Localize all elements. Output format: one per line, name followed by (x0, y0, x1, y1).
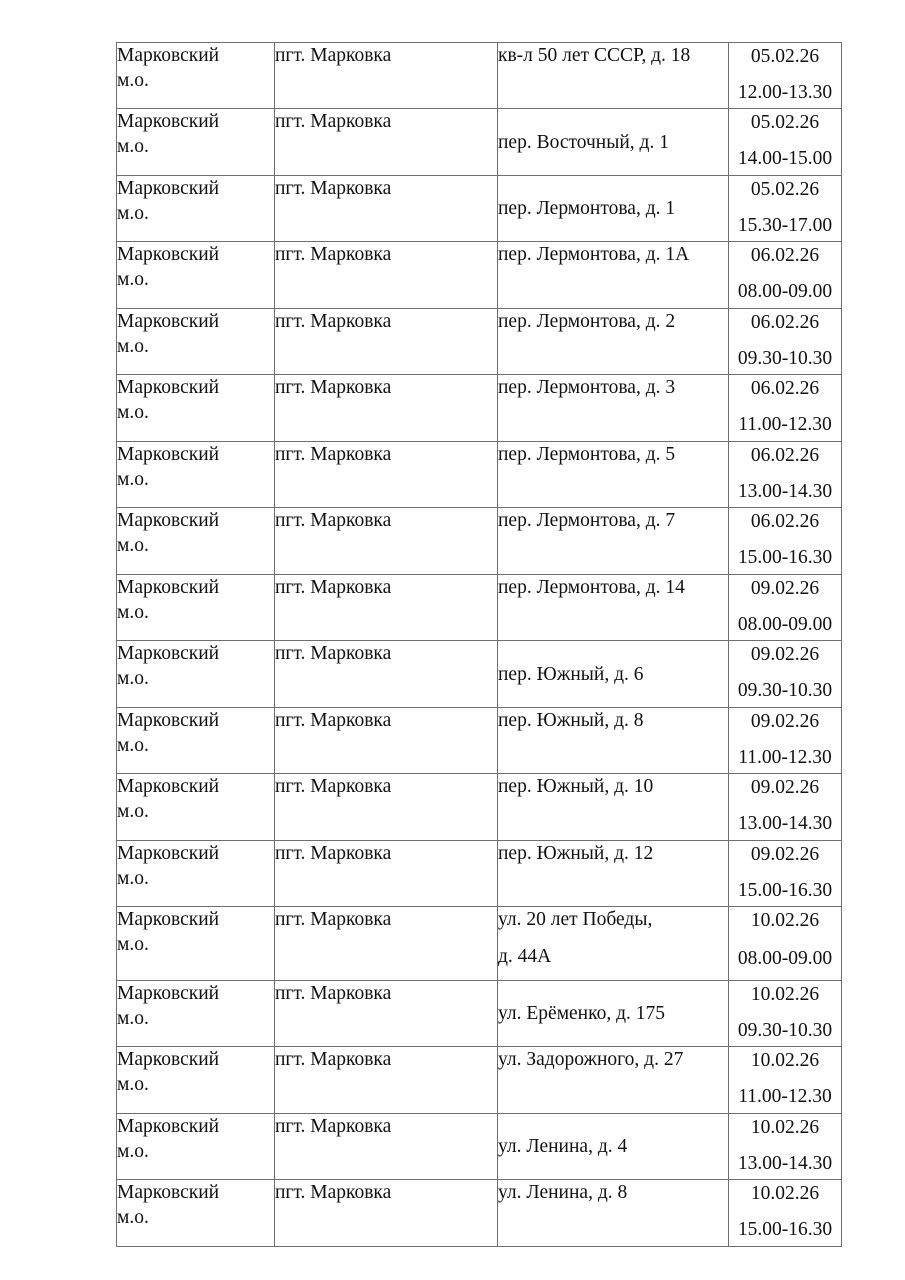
address-text: ул. Ерёменко, д. 175 (498, 1003, 666, 1024)
settlement-name: пгт. Марковка (275, 1116, 392, 1137)
time-range-text: 09.30-10.30 (737, 348, 833, 369)
settlement-name: пгт. Марковка (275, 577, 392, 598)
date-text: 05.02.26 (750, 179, 820, 200)
address-cell (498, 1180, 729, 1247)
table-row (117, 641, 842, 708)
district-type: м.о. (117, 1074, 149, 1095)
address-text: пер. Южный, д. 8 (498, 710, 644, 731)
address-cell (498, 176, 729, 242)
district-cell (117, 43, 275, 109)
date-text: 10.02.26 (750, 1050, 820, 1071)
date-text: 09.02.26 (750, 644, 820, 665)
district-name: Марковский (117, 1116, 220, 1137)
district-type: м.о. (117, 801, 149, 822)
settlement-name: пгт. Марковка (275, 244, 392, 265)
district-cell (117, 981, 275, 1047)
settlement-cell (275, 442, 498, 508)
datetime-cell (729, 774, 842, 841)
settlement-name: пгт. Марковка (275, 111, 392, 132)
district-type: м.о. (117, 203, 149, 224)
time-range-text: 08.00-09.00 (737, 281, 833, 302)
settlement-cell (275, 508, 498, 575)
address-text: пер. Лермонтова, д. 1А (498, 244, 690, 265)
settlement-name: пгт. Марковка (275, 311, 392, 332)
district-cell (117, 242, 275, 309)
address-cell (498, 109, 729, 176)
district-cell (117, 641, 275, 708)
district-type: м.о. (117, 136, 149, 157)
datetime-cell (729, 176, 842, 242)
district-cell (117, 708, 275, 774)
table-row (117, 309, 842, 375)
table-row (117, 981, 842, 1047)
table-row (117, 375, 842, 442)
address-cell (498, 575, 729, 641)
district-name: Марковский (117, 444, 220, 465)
address-cell (498, 1114, 729, 1180)
date-text: 10.02.26 (750, 910, 820, 931)
district-cell (117, 442, 275, 508)
district-name: Марковский (117, 1182, 220, 1203)
district-type: м.о. (117, 269, 149, 290)
date-text: 06.02.26 (750, 245, 820, 266)
address-cell (498, 708, 729, 774)
district-name: Марковский (117, 510, 220, 531)
schedule-body (117, 43, 842, 1247)
time-range-text: 09.30-10.30 (737, 680, 833, 701)
district-type: м.о. (117, 402, 149, 423)
district-cell (117, 109, 275, 176)
district-type: м.о. (117, 735, 149, 756)
date-text: 09.02.26 (750, 777, 820, 798)
district-name: Марковский (117, 178, 220, 199)
time-range-text: 08.00-09.00 (737, 948, 833, 969)
district-cell (117, 841, 275, 907)
datetime-cell (729, 981, 842, 1047)
district-cell (117, 375, 275, 442)
table-row (117, 109, 842, 176)
table-row (117, 1114, 842, 1180)
time-range-text: 12.00-13.30 (737, 82, 833, 103)
date-text: 06.02.26 (750, 445, 820, 466)
datetime-cell (729, 375, 842, 442)
date-text: 06.02.26 (750, 378, 820, 399)
datetime-cell (729, 907, 842, 981)
datetime-cell (729, 309, 842, 375)
table-row (117, 508, 842, 575)
datetime-cell (729, 109, 842, 176)
district-type: м.о. (117, 1207, 149, 1228)
settlement-name: пгт. Марковка (275, 45, 392, 66)
address-text: ул. Задорожного, д. 27 (498, 1049, 684, 1070)
table-row (117, 708, 842, 774)
datetime-cell (729, 442, 842, 508)
district-type: м.о. (117, 934, 149, 955)
settlement-name: пгт. Марковка (275, 710, 392, 731)
settlement-name: пгт. Марковка (275, 909, 392, 930)
settlement-name: пгт. Марковка (275, 983, 392, 1004)
address-cell (498, 907, 729, 981)
settlement-name: пгт. Марковка (275, 643, 392, 664)
address-cell (498, 309, 729, 375)
district-name: Марковский (117, 909, 220, 930)
time-range-text: 14.00-15.00 (737, 148, 833, 169)
time-range-text: 15.00-16.30 (737, 1219, 833, 1240)
time-range-text: 11.00-12.30 (738, 1086, 832, 1107)
address-text: ул. 20 лет Победы, (498, 909, 653, 930)
address-cell (498, 375, 729, 442)
settlement-name: пгт. Марковка (275, 1049, 392, 1070)
district-name: Марковский (117, 643, 220, 664)
datetime-cell (729, 641, 842, 708)
district-name: Марковский (117, 577, 220, 598)
settlement-cell (275, 309, 498, 375)
address-text: кв-л 50 лет СССР, д. 18 (498, 45, 691, 66)
time-range-text: 13.00-14.30 (737, 481, 833, 502)
address-cell (498, 841, 729, 907)
date-text: 06.02.26 (750, 312, 820, 333)
district-cell (117, 774, 275, 841)
district-cell (117, 1047, 275, 1114)
district-type: м.о. (117, 535, 149, 556)
table-row (117, 575, 842, 641)
table-row (117, 442, 842, 508)
table-row (117, 43, 842, 109)
table-row (117, 774, 842, 841)
date-text: 06.02.26 (750, 511, 820, 532)
district-name: Марковский (117, 45, 220, 66)
district-type: м.о. (117, 469, 149, 490)
settlement-cell (275, 641, 498, 708)
time-range-text: 15.30-17.00 (737, 215, 833, 236)
date-text: 10.02.26 (750, 1117, 820, 1138)
district-cell (117, 907, 275, 981)
datetime-cell (729, 1114, 842, 1180)
district-cell (117, 1114, 275, 1180)
address-cell (498, 774, 729, 841)
datetime-cell (729, 1180, 842, 1247)
time-range-text: 13.00-14.30 (737, 813, 833, 834)
district-name: Марковский (117, 1049, 220, 1070)
settlement-cell (275, 43, 498, 109)
time-range-text: 15.00-16.30 (737, 880, 833, 901)
settlement-name: пгт. Марковка (275, 1182, 392, 1203)
time-range-text: 08.00-09.00 (737, 614, 833, 635)
address-cell (498, 43, 729, 109)
table-row (117, 176, 842, 242)
time-range-text: 09.30-10.30 (737, 1020, 833, 1041)
table-row (117, 1047, 842, 1114)
time-range-text: 11.00-12.30 (738, 414, 832, 435)
settlement-cell (275, 109, 498, 176)
settlement-name: пгт. Марковка (275, 776, 392, 797)
table-row (117, 242, 842, 309)
settlement-cell (275, 1114, 498, 1180)
address-text: пер. Лермонтова, д. 1 (498, 198, 676, 219)
address-text-line2: д. 44А (498, 946, 552, 967)
settlement-cell (275, 841, 498, 907)
address-cell (498, 1047, 729, 1114)
table-row (117, 1180, 842, 1247)
date-text: 09.02.26 (750, 578, 820, 599)
date-text: 09.02.26 (750, 711, 820, 732)
district-name: Марковский (117, 776, 220, 797)
settlement-cell (275, 774, 498, 841)
datetime-cell (729, 242, 842, 309)
date-text: 05.02.26 (750, 112, 820, 133)
district-cell (117, 309, 275, 375)
address-text: ул. Ленина, д. 8 (498, 1182, 628, 1203)
district-type: м.о. (117, 1008, 149, 1029)
address-text: пер. Лермонтова, д. 14 (498, 577, 685, 598)
time-range-text: 13.00-14.30 (737, 1153, 833, 1174)
settlement-cell (275, 575, 498, 641)
address-text: пер. Южный, д. 10 (498, 776, 654, 797)
datetime-cell (729, 1047, 842, 1114)
address-text: ул. Ленина, д. 4 (498, 1136, 628, 1157)
district-cell (117, 508, 275, 575)
district-type: м.о. (117, 668, 149, 689)
time-range-text: 15.00-16.30 (737, 547, 833, 568)
address-text: пер. Лермонтова, д. 7 (498, 510, 676, 531)
settlement-cell (275, 708, 498, 774)
settlement-cell (275, 242, 498, 309)
district-name: Марковский (117, 111, 220, 132)
district-type: м.о. (117, 602, 149, 623)
settlement-cell (275, 1180, 498, 1247)
date-text: 10.02.26 (750, 984, 820, 1005)
address-text: пер. Лермонтова, д. 5 (498, 444, 676, 465)
settlement-name: пгт. Марковка (275, 178, 392, 199)
district-name: Марковский (117, 244, 220, 265)
district-cell (117, 1180, 275, 1247)
time-range-text: 11.00-12.30 (738, 747, 832, 768)
schedule-table (116, 42, 842, 1247)
datetime-cell (729, 43, 842, 109)
address-text: пер. Восточный, д. 1 (498, 131, 669, 153)
datetime-cell (729, 708, 842, 774)
district-name: Марковский (117, 710, 220, 731)
district-type: м.о. (117, 1141, 149, 1162)
address-cell (498, 981, 729, 1047)
settlement-cell (275, 176, 498, 242)
address-text: пер. Южный, д. 6 (498, 663, 644, 685)
datetime-cell (729, 575, 842, 641)
address-cell (498, 242, 729, 309)
district-name: Марковский (117, 311, 220, 332)
district-cell (117, 176, 275, 242)
date-text: 10.02.26 (750, 1183, 820, 1204)
datetime-cell (729, 841, 842, 907)
address-cell (498, 508, 729, 575)
settlement-cell (275, 1047, 498, 1114)
district-cell (117, 575, 275, 641)
settlement-name: пгт. Марковка (275, 510, 392, 531)
table-row (117, 841, 842, 907)
datetime-cell (729, 508, 842, 575)
address-cell (498, 641, 729, 708)
address-text: пер. Лермонтова, д. 3 (498, 377, 676, 398)
district-name: Марковский (117, 377, 220, 398)
address-text: пер. Южный, д. 12 (498, 843, 654, 864)
district-name: Марковский (117, 983, 220, 1004)
settlement-cell (275, 907, 498, 981)
settlement-cell (275, 981, 498, 1047)
district-type: м.о. (117, 336, 149, 357)
address-cell (498, 442, 729, 508)
date-text: 09.02.26 (750, 844, 820, 865)
table-row (117, 907, 842, 981)
district-type: м.о. (117, 868, 149, 889)
settlement-name: пгт. Марковка (275, 444, 392, 465)
district-type: м.о. (117, 70, 149, 91)
settlement-name: пгт. Марковка (275, 377, 392, 398)
district-name: Марковский (117, 843, 220, 864)
settlement-name: пгт. Марковка (275, 843, 392, 864)
date-text: 05.02.26 (750, 46, 820, 67)
address-text: пер. Лермонтова, д. 2 (498, 311, 676, 332)
settlement-cell (275, 375, 498, 442)
